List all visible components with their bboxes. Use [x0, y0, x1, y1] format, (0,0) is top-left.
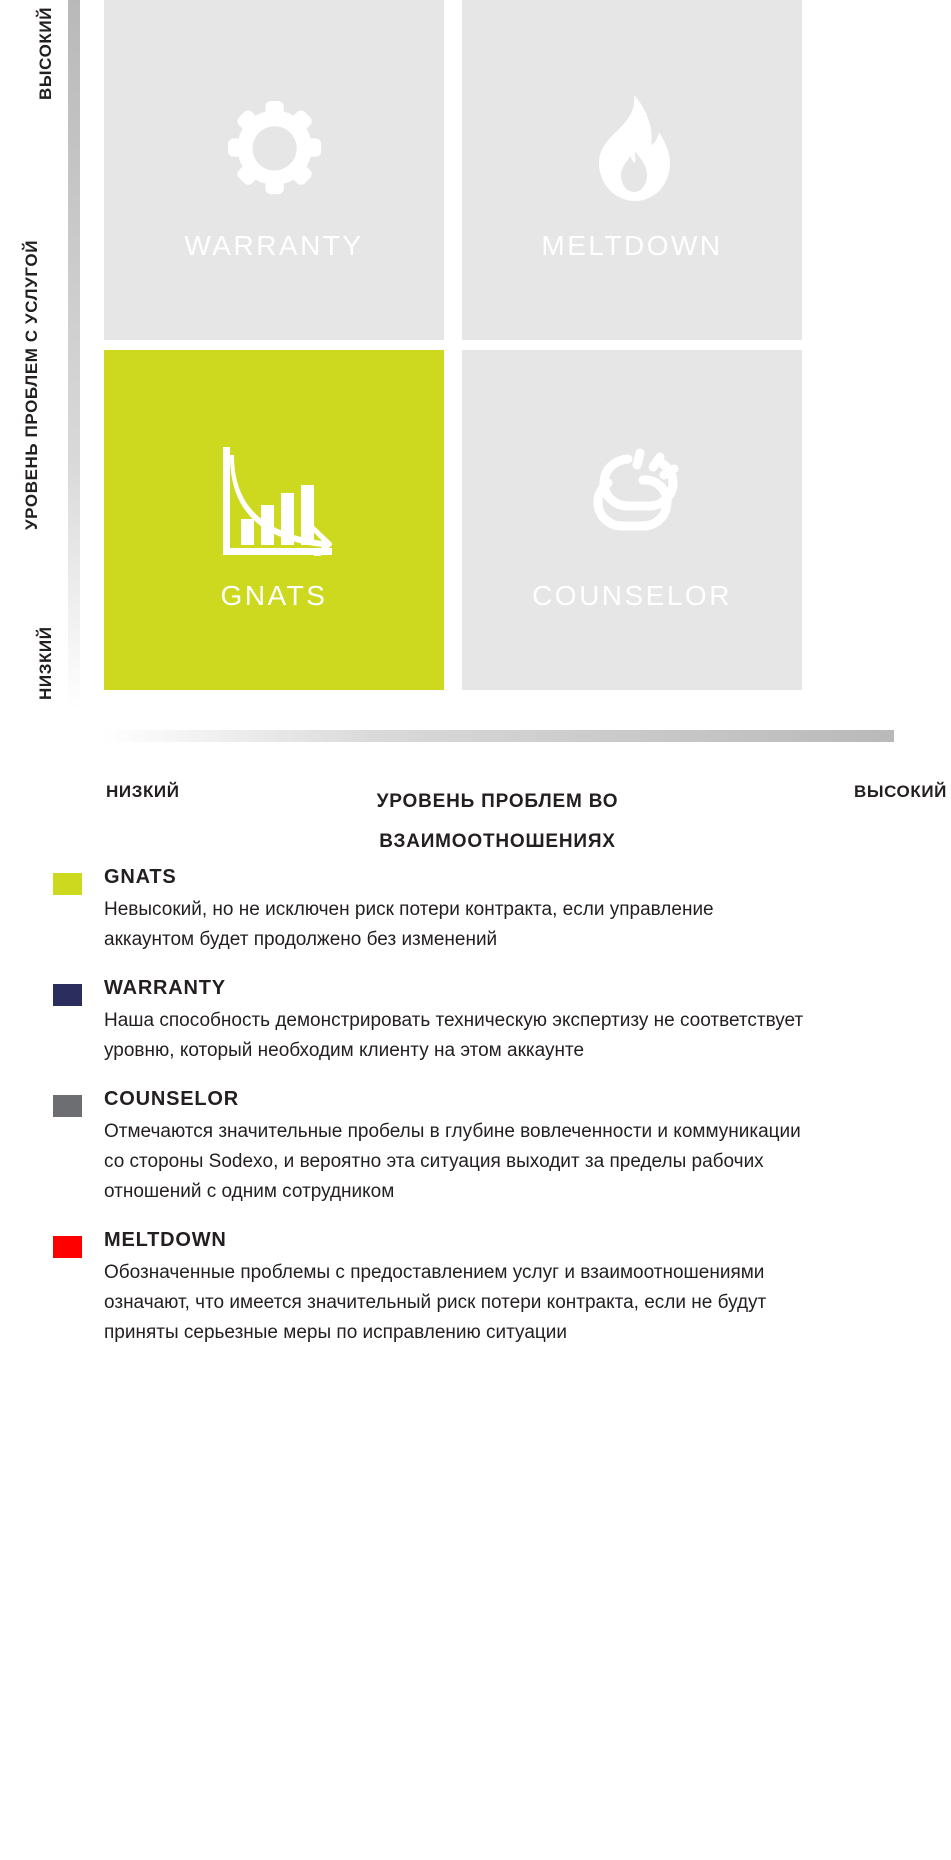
legend-swatch [53, 1095, 82, 1117]
legend-item-meltdown [0, 1229, 951, 1348]
y-axis-high-label: ВЫСОКИЙ [36, 6, 55, 100]
quadrant-cells [104, 0, 904, 700]
legend-description: Невысокий, но не исключен риск потери контракта, если управление аккаунтом будет продолжено без изменений [104, 899, 714, 951]
legend-description: Наша способность демонстрировать техническую экспертизу не соответствует уровню, который необходим клиенту на этом аккаунте [104, 1010, 804, 1062]
y-axis-title: УРОВЕНЬ ПРОБЛЕМ С УСЛУГОЙ [22, 239, 41, 530]
quadrant-label: GNATS [220, 580, 328, 611]
x-axis-high-label: ВЫСОКИЙ [853, 782, 947, 801]
legend-swatch [53, 873, 82, 895]
quadrant-label: COUNSELOR [532, 580, 732, 611]
quadrant-gnats[interactable] [104, 350, 444, 690]
quadrant-warranty[interactable] [104, 0, 444, 340]
x-axis-low-label: НИЗКИЙ [106, 782, 180, 801]
legend-item-counselor [0, 1088, 951, 1207]
x-axis-title [0, 782, 951, 862]
y-axis-bar [68, 0, 80, 710]
broken-link-icon [570, 428, 695, 568]
legend-description: Отмечаются значительные пробелы в глубине вовлеченности и коммуникации со стороны Sodexo, и вероятно эта ситуация выходит за пределы рабочих отношений с одним сотрудником [104, 1121, 801, 1203]
legend-swatch [53, 1236, 82, 1258]
x-axis-title-line2: ВЗАИМООТНОШЕНИЯХ [379, 831, 616, 852]
legend-description: Обозначенные проблемы с предоставлением услуг и взаимоотношениями означают, что имеется значительный риск потери контракта, если не будут приняты серьезные меры по исправлению ситуации [104, 1262, 767, 1344]
quadrant-label: MELTDOWN [541, 230, 723, 261]
legend-title: COUNSELOR [104, 1088, 239, 1111]
legend [0, 866, 951, 1370]
legend-title: WARRANTY [104, 977, 226, 1000]
legend-swatch [53, 984, 82, 1006]
legend-item-warranty [0, 977, 951, 1066]
x-axis [0, 770, 951, 850]
legend-title: MELTDOWN [104, 1229, 227, 1252]
legend-item-gnats [0, 866, 951, 955]
quadrant-matrix [0, 0, 951, 852]
quadrant-meltdown[interactable] [462, 0, 802, 340]
quadrant-label: WARRANTY [184, 230, 364, 261]
quadrant-counselor[interactable] [462, 350, 802, 690]
x-axis-title-line1: УРОВЕНЬ ПРОБЛЕМ ВО [376, 791, 619, 812]
bar-chart-down-icon [217, 428, 332, 568]
x-axis-bar [104, 730, 894, 742]
legend-title: GNATS [104, 866, 177, 888]
flame-icon [585, 78, 680, 218]
gear-icon [224, 78, 324, 218]
y-axis [0, 0, 64, 710]
y-axis-low-label: НИЗКИЙ [36, 626, 55, 700]
